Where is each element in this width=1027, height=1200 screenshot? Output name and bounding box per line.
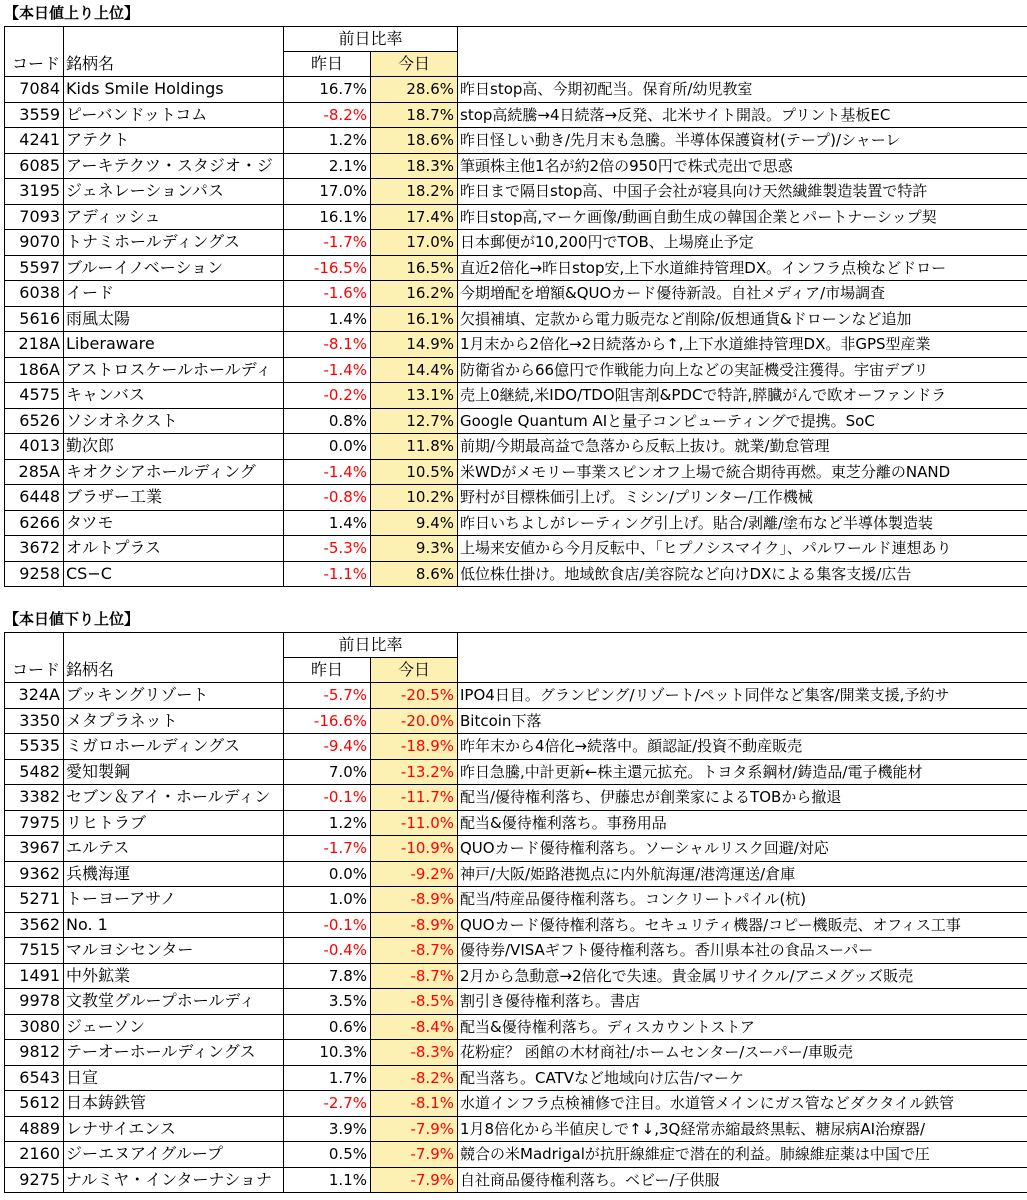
today-change: -8.3% xyxy=(371,1040,458,1066)
stock-code: 2160 xyxy=(5,1142,64,1168)
table-row xyxy=(5,861,1027,887)
yesterday-change: 1.0% xyxy=(284,887,371,913)
stock-code: 324A xyxy=(5,683,64,709)
stock-note: Bitcoin下落 xyxy=(458,708,1027,734)
yesterday-change: -0.1% xyxy=(284,912,371,938)
header-row xyxy=(5,658,1027,683)
stock-note: 神戸/大阪/姫路港拠点に内外航海運/港湾運送/倉庫 xyxy=(458,861,1027,887)
today-change: 9.4% xyxy=(371,510,458,536)
losers-title: 【本日値下り上位】 xyxy=(4,610,140,628)
stock-name: 日宣 xyxy=(64,1065,284,1091)
today-change: -8.4% xyxy=(371,1014,458,1040)
stock-name: イード xyxy=(64,281,284,307)
yesterday-change: 10.3% xyxy=(284,1040,371,1066)
stock-note: 昨日stop高,マーケ画像/動画自動生成の韓国企業とパートナーシップ契 xyxy=(458,204,1027,230)
stock-code: 6266 xyxy=(5,510,64,536)
stock-code: 4241 xyxy=(5,128,64,154)
today-change: -8.9% xyxy=(371,912,458,938)
stock-name: タツモ xyxy=(64,510,284,536)
stock-name: 雨風太陽 xyxy=(64,306,284,332)
stock-name: オルトプラス xyxy=(64,536,284,562)
stock-note: 筆頭株主他1名が約2倍の950円で株式売出で思惑 xyxy=(458,153,1027,179)
stock-name: ソシオネクスト xyxy=(64,408,284,434)
stock-name: キャンバス xyxy=(64,383,284,409)
yesterday-header: 昨日 xyxy=(284,658,371,683)
stock-name: ジェネレーションパス xyxy=(64,179,284,205)
stock-name: セブン＆アイ・ホールディン xyxy=(64,785,284,811)
stock-note: 前期/今期最高益で急落から反転上抜け。就業/勤怠管理 xyxy=(458,434,1027,460)
yesterday-change: 2.1% xyxy=(284,153,371,179)
today-change: -8.2% xyxy=(371,1065,458,1091)
stock-code: 9258 xyxy=(5,561,64,587)
stock-code: 6526 xyxy=(5,408,64,434)
table-row xyxy=(5,989,1027,1015)
today-change: -11.0% xyxy=(371,810,458,836)
today-change: 13.1% xyxy=(371,383,458,409)
table-row xyxy=(5,434,1027,460)
stock-note: 昨年末から4倍化→続落中。顔認証/投資不動産販売 xyxy=(458,734,1027,760)
yesterday-change: 1.2% xyxy=(284,128,371,154)
table-row xyxy=(5,785,1027,811)
stock-note: 花粉症？ 函館の木材商社/ホームセンター/スーパー/車販売 xyxy=(458,1040,1027,1066)
stock-code: 4889 xyxy=(5,1116,64,1142)
yesterday-change: 1.4% xyxy=(284,510,371,536)
stock-note: QUOカード優待権利落ち。ソーシャルリスク回避/対応 xyxy=(458,836,1027,862)
stock-code: 7515 xyxy=(5,938,64,964)
yesterday-change: -16.5% xyxy=(284,255,371,281)
stock-note: 米WDがメモリー事業スピンオフ上場で統合期待再燃。東芝分離のNAND xyxy=(458,459,1027,485)
today-change: 17.0% xyxy=(371,230,458,256)
stock-code: 5271 xyxy=(5,887,64,913)
today-change: -10.9% xyxy=(371,836,458,862)
yesterday-change: 3.5% xyxy=(284,989,371,1015)
stock-code: 285A xyxy=(5,459,64,485)
stock-note: 直近2倍化→昨日stop安,上下水道維持管理DX。インフラ点検などドロー xyxy=(458,255,1027,281)
stock-name: アテクト xyxy=(64,128,284,154)
stock-code: 5535 xyxy=(5,734,64,760)
stock-name: 勤次郎 xyxy=(64,434,284,460)
stock-note: 上場来安値から今月反転中、「ヒプノシスマイク」、パルワールド連想あり xyxy=(458,536,1027,562)
stock-name: 文教堂グループホールディ xyxy=(64,989,284,1015)
today-change: 18.6% xyxy=(371,128,458,154)
ratio-header: 前日比率 xyxy=(284,633,458,658)
table-row xyxy=(5,357,1027,383)
table-row xyxy=(5,128,1027,154)
stock-note: 水道インフラ点検補修で注目。水道管メインにガス管などダクタイル鉄管 xyxy=(458,1091,1027,1117)
yesterday-change: 3.9% xyxy=(284,1116,371,1142)
yesterday-change: 16.1% xyxy=(284,204,371,230)
yesterday-change: -1.4% xyxy=(284,459,371,485)
stock-name: アストロスケールホールディ xyxy=(64,357,284,383)
stock-note: 競合の米Madrigalが抗肝線維症で潜在的利益。肺線維症薬は中国で圧 xyxy=(458,1142,1027,1168)
table-row xyxy=(5,383,1027,409)
yesterday-change: -0.8% xyxy=(284,485,371,511)
today-change: 14.9% xyxy=(371,332,458,358)
stock-code: 5616 xyxy=(5,306,64,332)
stock-note: 野村が目標株価引上げ。ミシン/プリンター/工作機械 xyxy=(458,485,1027,511)
table-row xyxy=(5,963,1027,989)
stock-name: テーオーホールディングス xyxy=(64,1040,284,1066)
stock-code: 5597 xyxy=(5,255,64,281)
today-change: 16.5% xyxy=(371,255,458,281)
stock-code: 3562 xyxy=(5,912,64,938)
stock-note: 日本郵便が10,200円でTOB、上場廃止予定 xyxy=(458,230,1027,256)
yesterday-change: 1.1% xyxy=(284,1167,371,1193)
stock-name: トーヨーアサノ xyxy=(64,887,284,913)
table-row xyxy=(5,938,1027,964)
table-row xyxy=(5,1142,1027,1168)
stock-code: 4013 xyxy=(5,434,64,460)
stock-note: 低位株仕掛け。地域飲食店/美容院など向けDXによる集客支援/広告 xyxy=(458,561,1027,587)
today-change: 18.3% xyxy=(371,153,458,179)
stock-code: 9362 xyxy=(5,861,64,887)
table-row xyxy=(5,77,1027,103)
today-change: 14.4% xyxy=(371,357,458,383)
yesterday-change: -0.1% xyxy=(284,785,371,811)
stock-note: stop高続騰→4日続落→反発、北米サイト開設。プリント基板EC xyxy=(458,102,1027,128)
stock-code: 9978 xyxy=(5,989,64,1015)
today-header: 今日 xyxy=(371,52,458,77)
today-change: -8.9% xyxy=(371,887,458,913)
table-row xyxy=(5,1167,1027,1193)
stock-code: 7084 xyxy=(5,77,64,103)
stock-note: 昨日いちよしがレーティング引上げ。貼合/剥離/塗布など半導体製造装 xyxy=(458,510,1027,536)
code-header: コード xyxy=(5,658,64,683)
yesterday-change: 1.2% xyxy=(284,810,371,836)
table-row xyxy=(5,332,1027,358)
stock-name: 中外鉱業 xyxy=(64,963,284,989)
stock-note: 配当落ち。CATVなど地域向け広告/マーケ xyxy=(458,1065,1027,1091)
yesterday-change: -2.7% xyxy=(284,1091,371,1117)
table-row xyxy=(5,912,1027,938)
yesterday-change: -0.4% xyxy=(284,938,371,964)
today-change: 18.2% xyxy=(371,179,458,205)
today-change: 16.2% xyxy=(371,281,458,307)
stock-note: 欠損補填、定款から電力販売など削除/仮想通貨&ドローンなど追加 xyxy=(458,306,1027,332)
yesterday-change: 7.8% xyxy=(284,963,371,989)
code-header: コード xyxy=(5,52,64,77)
stock-note: 割引き優待権利落ち。書店 xyxy=(458,989,1027,1015)
today-change: -9.2% xyxy=(371,861,458,887)
today-change: -13.2% xyxy=(371,759,458,785)
stock-name: CS−C xyxy=(64,561,284,587)
stock-code: 3080 xyxy=(5,1014,64,1040)
yesterday-change: 1.4% xyxy=(284,306,371,332)
stock-code: 9070 xyxy=(5,230,64,256)
stock-note: IPO4日目。グランピング/リゾート/ペット同伴など集客/開業支援,予約サ xyxy=(458,683,1027,709)
stock-name: アディッシュ xyxy=(64,204,284,230)
table-row xyxy=(5,836,1027,862)
stock-name: ナルミヤ・インターナショナ xyxy=(64,1167,284,1193)
today-change: -18.9% xyxy=(371,734,458,760)
stock-name: ジーエヌアイグループ xyxy=(64,1142,284,1168)
today-change: -8.5% xyxy=(371,989,458,1015)
table-row xyxy=(5,1091,1027,1117)
stock-code: 186A xyxy=(5,357,64,383)
stock-note: 昨日急騰,中計更新←株主還元拡充。トヨタ系鋼材/鋳造品/電子機能材 xyxy=(458,759,1027,785)
today-change: -11.7% xyxy=(371,785,458,811)
header-row xyxy=(5,52,1027,77)
today-change: -20.0% xyxy=(371,708,458,734)
table-row xyxy=(5,204,1027,230)
yesterday-change: -9.4% xyxy=(284,734,371,760)
today-change: -7.9% xyxy=(371,1116,458,1142)
table-row xyxy=(5,810,1027,836)
today-header: 今日 xyxy=(371,658,458,683)
today-change: 18.7% xyxy=(371,102,458,128)
table-row xyxy=(5,102,1027,128)
stock-code: 1491 xyxy=(5,963,64,989)
stock-note: 配当&優待権利落ち。事務用品 xyxy=(458,810,1027,836)
table-row xyxy=(5,1065,1027,1091)
yesterday-change: 1.7% xyxy=(284,1065,371,1091)
table-row xyxy=(5,683,1027,709)
stock-note: 自社商品優待権利落ち。ベビー/子供服 xyxy=(458,1167,1027,1193)
stock-name: トナミホールディングス xyxy=(64,230,284,256)
stock-name: エルテス xyxy=(64,836,284,862)
today-change: 28.6% xyxy=(371,77,458,103)
stock-name: Liberaware xyxy=(64,332,284,358)
stock-name: ミガロホールディングス xyxy=(64,734,284,760)
stock-name: 愛知製鋼 xyxy=(64,759,284,785)
stock-note: 昨日stop高、今期初配当。保育所/幼児教室 xyxy=(458,77,1027,103)
stock-code: 7975 xyxy=(5,810,64,836)
yesterday-change: -5.7% xyxy=(284,683,371,709)
table-row xyxy=(5,459,1027,485)
table-row xyxy=(5,887,1027,913)
stock-note: QUOカード優待権利落ち。セキュリティ機器/コピー機販売、オフィス工事 xyxy=(458,912,1027,938)
yesterday-change: -5.3% xyxy=(284,536,371,562)
yesterday-change: -1.7% xyxy=(284,230,371,256)
stock-code: 5482 xyxy=(5,759,64,785)
stock-code: 6448 xyxy=(5,485,64,511)
stock-code: 3967 xyxy=(5,836,64,862)
name-header: 銘柄名 xyxy=(64,52,284,77)
yesterday-change: 0.6% xyxy=(284,1014,371,1040)
table-row xyxy=(5,306,1027,332)
stock-note: 2月から急動意→2倍化で失速。貴金属リサイクル/アニメグッズ販売 xyxy=(458,963,1027,989)
stock-name: Kids Smile Holdings xyxy=(64,77,284,103)
yesterday-change: 0.8% xyxy=(284,408,371,434)
stock-note: 配当/優待権利落ち、伊藤忠が創業家によるTOBから撤退 xyxy=(458,785,1027,811)
yesterday-change: -1.7% xyxy=(284,836,371,862)
stock-note: 1月8倍化から半値戻しで↑↓,3Q経常赤縮最終黒転、糖尿病AI治療器/ xyxy=(458,1116,1027,1142)
stock-code: 9812 xyxy=(5,1040,64,1066)
today-change: 11.8% xyxy=(371,434,458,460)
table-row xyxy=(5,561,1027,587)
yesterday-change: -1.4% xyxy=(284,357,371,383)
stock-note: 1月末から2倍化→2日続落から↑,上下水道維持管理DX。非GPS型産業 xyxy=(458,332,1027,358)
stock-note: Google Quantum AIと量子コンピューティングで提携。SoC xyxy=(458,408,1027,434)
today-change: 10.2% xyxy=(371,485,458,511)
table-row xyxy=(5,153,1027,179)
today-change: 9.3% xyxy=(371,536,458,562)
stock-name: 兵機海運 xyxy=(64,861,284,887)
today-change: -8.7% xyxy=(371,938,458,964)
table-row xyxy=(5,734,1027,760)
stock-name: ブッキングリゾート xyxy=(64,683,284,709)
ratio-header: 前日比率 xyxy=(284,27,458,52)
stock-name: ブラザー工業 xyxy=(64,485,284,511)
today-change: 8.6% xyxy=(371,561,458,587)
today-change: 16.1% xyxy=(371,306,458,332)
stock-name: キオクシアホールディング xyxy=(64,459,284,485)
stock-code: 6038 xyxy=(5,281,64,307)
header-row xyxy=(5,27,1027,52)
stock-name: レナサイエンス xyxy=(64,1116,284,1142)
stock-code: 3672 xyxy=(5,536,64,562)
stock-note: 昨日まで隔日stop高、中国子会社が寝具向け天然繊維製造装置で特許 xyxy=(458,179,1027,205)
stock-name: メタプラネット xyxy=(64,708,284,734)
stock-name: マルヨシセンター xyxy=(64,938,284,964)
yesterday-change: 7.0% xyxy=(284,759,371,785)
yesterday-change: -1.1% xyxy=(284,561,371,587)
stock-name: アーキテクツ・スタジオ・ジ xyxy=(64,153,284,179)
yesterday-change: 16.7% xyxy=(284,77,371,103)
stock-note: 今期増配を増額&QUOカード優待新設。自社メディア/市場調査 xyxy=(458,281,1027,307)
table-row xyxy=(5,1014,1027,1040)
yesterday-change: 0.0% xyxy=(284,861,371,887)
stock-name: No. 1 xyxy=(64,912,284,938)
stock-note: 昨日怪しい動き/先月末も急騰。半導体保護資材(テープ)/シャーレ xyxy=(458,128,1027,154)
table-row xyxy=(5,536,1027,562)
table-row xyxy=(5,179,1027,205)
table-row xyxy=(5,255,1027,281)
gainers-title: 【本日値上り上位】 xyxy=(4,4,140,22)
stock-code: 7093 xyxy=(5,204,64,230)
stock-name: ピーバンドットコム xyxy=(64,102,284,128)
yesterday-change: 0.5% xyxy=(284,1142,371,1168)
table-row xyxy=(5,230,1027,256)
yesterday-change: -8.1% xyxy=(284,332,371,358)
table-row xyxy=(5,1116,1027,1142)
stock-note: 防衛省から66億円で作戦能力向上などの実証機受注獲得。宇宙デブリ xyxy=(458,357,1027,383)
table-row xyxy=(5,281,1027,307)
header-row xyxy=(5,633,1027,658)
stock-code: 3559 xyxy=(5,102,64,128)
losers-table xyxy=(4,632,1027,1193)
stock-code: 3195 xyxy=(5,179,64,205)
stock-note: 優待券/VISAギフト優待権利落ち。香川県本社の食品スーパー xyxy=(458,938,1027,964)
yesterday-header: 昨日 xyxy=(284,52,371,77)
stock-code: 3350 xyxy=(5,708,64,734)
stock-note: 売上0継続,米IDO/TDO阻害剤&PDCで特許,膵臓がんで欧オーファンドラ xyxy=(458,383,1027,409)
table-row xyxy=(5,510,1027,536)
yesterday-change: -1.6% xyxy=(284,281,371,307)
today-change: -7.9% xyxy=(371,1167,458,1193)
stock-code: 3382 xyxy=(5,785,64,811)
yesterday-change: -0.2% xyxy=(284,383,371,409)
table-row xyxy=(5,759,1027,785)
name-header: 銘柄名 xyxy=(64,658,284,683)
stock-code: 5612 xyxy=(5,1091,64,1117)
stock-code: 6085 xyxy=(5,153,64,179)
yesterday-change: -8.2% xyxy=(284,102,371,128)
gainers-table xyxy=(4,26,1027,587)
stock-name: ブルーイノベーション xyxy=(64,255,284,281)
yesterday-change: 0.0% xyxy=(284,434,371,460)
table-row xyxy=(5,708,1027,734)
stock-note: 配当/特産品優待権利落ち。コンクリートパイル(杭) xyxy=(458,887,1027,913)
stock-note: 配当&優待権利落ち。ディスカウントストア xyxy=(458,1014,1027,1040)
table-row xyxy=(5,408,1027,434)
stock-code: 6543 xyxy=(5,1065,64,1091)
stock-name: リヒトラブ xyxy=(64,810,284,836)
stock-name: 日本鋳鉄管 xyxy=(64,1091,284,1117)
today-change: -8.7% xyxy=(371,963,458,989)
stock-code: 218A xyxy=(5,332,64,358)
today-change: -8.1% xyxy=(371,1091,458,1117)
today-change: 17.4% xyxy=(371,204,458,230)
today-change: -7.9% xyxy=(371,1142,458,1168)
yesterday-change: 17.0% xyxy=(284,179,371,205)
table-row xyxy=(5,1040,1027,1066)
stock-name: ジェーソン xyxy=(64,1014,284,1040)
stock-code: 4575 xyxy=(5,383,64,409)
today-change: -20.5% xyxy=(371,683,458,709)
stock-code: 9275 xyxy=(5,1167,64,1193)
today-change: 10.5% xyxy=(371,459,458,485)
yesterday-change: -16.6% xyxy=(284,708,371,734)
today-change: 12.7% xyxy=(371,408,458,434)
table-row xyxy=(5,485,1027,511)
